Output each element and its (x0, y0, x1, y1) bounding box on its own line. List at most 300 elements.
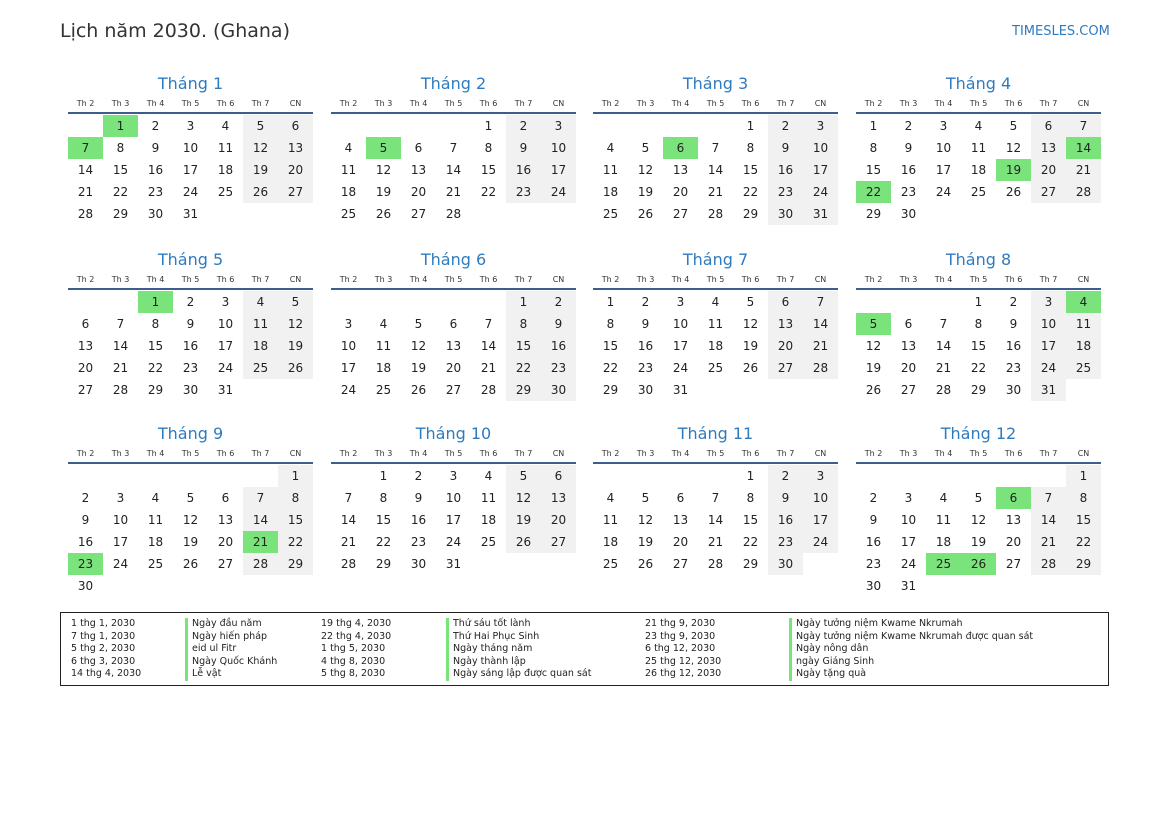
day-cell: 23 (768, 531, 803, 553)
weekday-label: CN (1077, 99, 1090, 108)
day-cell: 29 (375, 557, 392, 571)
day-cell: 19 (506, 509, 541, 531)
day-cell: 17 (900, 535, 917, 549)
day-cell: 24 (217, 361, 234, 375)
legend-item: 6 thg 3, 2030 (71, 655, 136, 667)
weekday-label: Th 3 (636, 275, 655, 284)
empty-cell (663, 115, 698, 137)
day-cell: 22 (1066, 531, 1101, 553)
empty-cell (436, 115, 471, 137)
day-cell: 10 (935, 141, 952, 155)
legend-item: eid ul Fitr (185, 643, 277, 656)
day-cell: 23 (410, 535, 427, 549)
day-cell: 16 (637, 339, 654, 353)
empty-cell (1031, 465, 1066, 487)
day-cell: 27 (672, 207, 689, 221)
day-cell: 6 (904, 317, 913, 331)
day-cell: 3 (803, 465, 838, 487)
weekday-label: CN (289, 275, 302, 284)
month-10 (331, 423, 576, 575)
holiday-day: 23 (68, 553, 103, 575)
day-cell: 2 (151, 119, 160, 133)
empty-cell (698, 465, 733, 487)
weekday-header (68, 96, 313, 111)
day-cell: 5 (243, 115, 278, 137)
header-rule (856, 112, 1101, 114)
day-cell: 6 (768, 291, 803, 313)
header-rule (68, 288, 313, 290)
day-cell: 30 (410, 557, 427, 571)
day-cell: 28 (243, 553, 278, 575)
empty-cell (208, 465, 243, 487)
month-name: Tháng 7 (682, 250, 749, 269)
weekday-label: Th 4 (934, 449, 953, 458)
weekday-label: Th 7 (776, 99, 795, 108)
day-cell: 15 (506, 335, 541, 357)
day-cell: 3 (344, 317, 353, 331)
legend-item: 5 thg 2, 2030 (71, 643, 136, 655)
day-cell: 11 (1066, 313, 1101, 335)
empty-cell (961, 465, 996, 487)
day-cell: 15 (375, 513, 392, 527)
holiday-day: 14 (1066, 137, 1101, 159)
day-cell: 22 (602, 361, 619, 375)
day-cell: 20 (217, 535, 234, 549)
legend-item: Ngày tưởng niệm Kwame Nkrumah được quan sát (789, 631, 1033, 644)
day-cell: 15 (147, 339, 164, 353)
day-cell: 24 (803, 531, 838, 553)
day-grid (856, 465, 1101, 597)
day-cell: 13 (541, 487, 576, 509)
day-cell: 7 (1031, 487, 1066, 509)
site-link[interactable]: TIMESLES.COM (1012, 24, 1110, 39)
weekday-label: Th 3 (899, 99, 918, 108)
day-cell: 24 (340, 383, 357, 397)
weekday-label: Th 4 (146, 449, 165, 458)
weekday-label: Th 6 (479, 99, 498, 108)
day-cell: 7 (803, 291, 838, 313)
weekday-label: Th 5 (969, 275, 988, 284)
empty-cell (996, 465, 1031, 487)
weekday-label: Th 3 (111, 449, 130, 458)
empty-cell (103, 291, 138, 313)
legend-names-col-3 (789, 618, 1033, 681)
day-cell: 9 (151, 141, 160, 155)
weekday-label: CN (552, 449, 565, 458)
day-cell: 5 (746, 295, 755, 309)
day-grid (593, 291, 838, 401)
weekday-label: Th 4 (671, 275, 690, 284)
day-cell: 16 (900, 163, 917, 177)
day-cell: 10 (182, 141, 199, 155)
day-cell: 27 (410, 207, 427, 221)
weekday-label: Th 6 (741, 449, 760, 458)
day-cell: 7 (711, 141, 720, 155)
day-cell: 17 (803, 159, 838, 181)
day-cell: 23 (147, 185, 164, 199)
month-7 (593, 249, 838, 401)
day-cell: 22 (480, 185, 497, 199)
legend-dates-col-2 (321, 618, 391, 681)
day-cell: 3 (803, 115, 838, 137)
day-cell: 16 (1005, 339, 1022, 353)
weekday-label: CN (552, 275, 565, 284)
empty-cell (68, 465, 103, 487)
day-cell: 29 (742, 557, 759, 571)
day-cell: 13 (900, 339, 917, 353)
day-cell: 12 (970, 513, 987, 527)
weekday-header (856, 446, 1101, 461)
weekday-label: Th 6 (216, 99, 235, 108)
day-cell: 12 (410, 339, 427, 353)
day-cell: 7 (116, 317, 125, 331)
empty-cell (856, 291, 891, 313)
day-cell: 1 (746, 119, 755, 133)
day-cell: 22 (742, 535, 759, 549)
weekday-label: CN (1077, 449, 1090, 458)
weekday-label: CN (552, 99, 565, 108)
day-cell: 12 (637, 513, 654, 527)
legend-item: 6 thg 12, 2030 (645, 643, 716, 655)
holiday-day: 22 (856, 181, 891, 203)
empty-cell (698, 115, 733, 137)
day-cell: 31 (445, 557, 462, 571)
day-cell: 14 (77, 163, 94, 177)
day-cell: 20 (445, 361, 462, 375)
day-cell: 18 (970, 163, 987, 177)
day-cell: 21 (445, 185, 462, 199)
holiday-day: 1 (138, 291, 173, 313)
day-cell: 11 (602, 163, 619, 177)
day-cell: 20 (672, 185, 689, 199)
holiday-day: 4 (1066, 291, 1101, 313)
weekday-label: Th 2 (601, 99, 620, 108)
weekday-label: CN (814, 99, 827, 108)
legend-dates-col-1 (71, 618, 141, 681)
day-cell: 17 (803, 509, 838, 531)
weekday-label: Th 6 (741, 99, 760, 108)
day-cell: 11 (935, 513, 952, 527)
day-cell: 12 (243, 137, 278, 159)
legend-item: 25 thg 12, 2030 (645, 655, 722, 667)
day-cell: 21 (803, 335, 838, 357)
day-cell: 19 (637, 185, 654, 199)
legend-item: Ngày thành lập (446, 656, 591, 669)
day-cell: 2 (1009, 295, 1018, 309)
day-cell: 20 (278, 159, 313, 181)
legend-names-col-2 (446, 618, 591, 681)
day-cell: 15 (112, 163, 129, 177)
day-cell: 3 (449, 469, 458, 483)
day-cell: 27 (768, 357, 803, 379)
day-cell: 21 (112, 361, 129, 375)
day-cell: 31 (182, 207, 199, 221)
day-cell: 30 (147, 207, 164, 221)
day-cell: 17 (935, 163, 952, 177)
day-cell: 9 (869, 513, 878, 527)
day-cell: 20 (541, 509, 576, 531)
legend-item: Thứ Hai Phục Sinh (446, 631, 591, 644)
day-cell: 2 (506, 115, 541, 137)
day-cell: 6 (278, 115, 313, 137)
empty-cell (436, 291, 471, 313)
day-cell: 8 (506, 313, 541, 335)
day-cell: 26 (506, 531, 541, 553)
day-cell: 5 (974, 491, 983, 505)
holiday-day: 19 (996, 159, 1031, 181)
day-cell: 2 (768, 465, 803, 487)
weekday-label: Th 5 (444, 99, 463, 108)
day-grid (68, 465, 313, 597)
day-grid (331, 465, 576, 575)
day-cell: 28 (707, 207, 724, 221)
day-cell: 21 (340, 535, 357, 549)
day-cell: 26 (243, 181, 278, 203)
weekday-label: Th 7 (251, 449, 270, 458)
day-cell: 20 (410, 185, 427, 199)
day-cell: 5 (506, 465, 541, 487)
day-cell: 11 (480, 491, 497, 505)
day-cell: 24 (900, 557, 917, 571)
holiday-day: 1 (103, 115, 138, 137)
weekday-label: Th 2 (864, 449, 883, 458)
day-cell: 4 (711, 295, 720, 309)
empty-cell (593, 115, 628, 137)
weekday-label: Th 6 (479, 449, 498, 458)
day-cell: 18 (243, 335, 278, 357)
day-cell: 13 (445, 339, 462, 353)
weekday-label: Th 3 (374, 449, 393, 458)
weekday-label: Th 5 (444, 275, 463, 284)
day-cell: 8 (606, 317, 615, 331)
day-cell: 18 (602, 535, 619, 549)
day-cell: 21 (707, 535, 724, 549)
day-cell: 11 (970, 141, 987, 155)
day-cell: 22 (506, 357, 541, 379)
day-cell: 23 (637, 361, 654, 375)
day-cell: 13 (217, 513, 234, 527)
weekday-label: Th 2 (339, 275, 358, 284)
day-cell: 6 (81, 317, 90, 331)
day-cell: 4 (379, 317, 388, 331)
legend-item: 7 thg 1, 2030 (71, 630, 136, 642)
weekday-label: Th 7 (1039, 99, 1058, 108)
weekday-label: Th 3 (111, 275, 130, 284)
month-11 (593, 423, 838, 575)
weekday-label: Th 5 (706, 449, 725, 458)
day-cell: 25 (602, 207, 619, 221)
day-cell: 23 (865, 557, 882, 571)
day-cell: 9 (186, 317, 195, 331)
day-cell: 24 (541, 181, 576, 203)
day-cell: 16 (541, 335, 576, 357)
month-name: Tháng 6 (420, 250, 487, 269)
day-cell: 3 (939, 119, 948, 133)
day-cell: 12 (865, 339, 882, 353)
weekday-label: CN (814, 449, 827, 458)
empty-cell (628, 115, 663, 137)
legend-item: ngày Giáng Sinh (789, 656, 1033, 669)
day-cell: 30 (1005, 383, 1022, 397)
day-cell: 18 (147, 535, 164, 549)
day-cell: 16 (768, 509, 803, 531)
day-cell: 9 (904, 141, 913, 155)
day-cell: 24 (1031, 357, 1066, 379)
weekday-label: Th 4 (934, 99, 953, 108)
legend-item: Ngày sáng lập được quan sát (446, 668, 591, 681)
day-grid (331, 115, 576, 225)
weekday-header (856, 96, 1101, 111)
day-cell: 3 (1031, 291, 1066, 313)
day-cell: 6 (676, 491, 685, 505)
month-name: Tháng 1 (157, 74, 224, 93)
weekday-label: Th 3 (374, 275, 393, 284)
day-cell: 24 (672, 361, 689, 375)
legend-item: 26 thg 12, 2030 (645, 668, 722, 680)
month-name: Tháng 12 (940, 424, 1017, 443)
day-cell: 26 (278, 357, 313, 379)
day-cell: 23 (506, 181, 541, 203)
day-cell: 19 (742, 339, 759, 353)
day-cell: 30 (182, 383, 199, 397)
day-cell: 30 (768, 553, 803, 575)
day-cell: 8 (278, 487, 313, 509)
header-rule (856, 288, 1101, 290)
day-cell: 6 (449, 317, 458, 331)
holiday-day: 6 (663, 137, 698, 159)
day-cell: 25 (375, 383, 392, 397)
day-cell: 25 (970, 185, 987, 199)
weekday-label: Th 2 (601, 275, 620, 284)
weekday-label: Th 6 (479, 275, 498, 284)
header-rule (593, 288, 838, 290)
day-cell: 20 (1005, 535, 1022, 549)
day-cell: 16 (147, 163, 164, 177)
weekday-label: Th 7 (1039, 275, 1058, 284)
empty-cell (401, 115, 436, 137)
day-cell: 13 (1031, 137, 1066, 159)
day-cell: 6 (1031, 115, 1066, 137)
day-cell: 21 (1031, 531, 1066, 553)
day-cell: 23 (1005, 361, 1022, 375)
day-cell: 17 (182, 163, 199, 177)
day-cell: 8 (746, 491, 755, 505)
day-cell: 5 (186, 491, 195, 505)
month-name: Tháng 9 (157, 424, 224, 443)
day-cell: 17 (541, 159, 576, 181)
day-cell: 3 (676, 295, 685, 309)
weekday-label: Th 3 (374, 99, 393, 108)
empty-cell (628, 465, 663, 487)
day-cell: 5 (278, 291, 313, 313)
day-cell: 19 (637, 535, 654, 549)
day-cell: 28 (935, 383, 952, 397)
month-name: Tháng 5 (157, 250, 224, 269)
day-cell: 20 (768, 335, 803, 357)
day-cell: 3 (221, 295, 230, 309)
day-cell: 2 (186, 295, 195, 309)
day-cell: 1 (974, 295, 983, 309)
day-cell: 10 (541, 137, 576, 159)
day-cell: 11 (707, 317, 724, 331)
month-6 (331, 249, 576, 401)
weekday-header (331, 272, 576, 287)
day-cell: 4 (151, 491, 160, 505)
day-cell: 12 (1005, 141, 1022, 155)
day-cell: 1 (506, 291, 541, 313)
weekday-label: Th 2 (339, 449, 358, 458)
legend-item: 23 thg 9, 2030 (645, 630, 716, 642)
empty-cell (471, 291, 506, 313)
day-cell: 15 (742, 513, 759, 527)
day-cell: 27 (217, 557, 234, 571)
day-cell: 12 (278, 313, 313, 335)
day-cell: 31 (672, 383, 689, 397)
weekday-label: Th 4 (409, 449, 428, 458)
day-cell: 18 (340, 185, 357, 199)
day-cell: 31 (900, 579, 917, 593)
day-cell: 27 (445, 383, 462, 397)
day-cell: 30 (637, 383, 654, 397)
legend-item: Ngày Quốc Khánh (185, 656, 277, 669)
day-cell: 4 (243, 291, 278, 313)
day-cell: 3 (116, 491, 125, 505)
day-cell: 21 (480, 361, 497, 375)
header-rule (593, 462, 838, 464)
day-cell: 26 (637, 207, 654, 221)
day-cell: 25 (602, 557, 619, 571)
day-cell: 30 (865, 579, 882, 593)
day-cell: 10 (445, 491, 462, 505)
day-cell: 19 (375, 185, 392, 199)
day-cell: 1 (379, 469, 388, 483)
month-3 (593, 73, 838, 225)
day-cell: 5 (641, 491, 650, 505)
weekday-label: CN (1077, 275, 1090, 284)
month-name: Tháng 11 (677, 424, 754, 443)
day-cell: 4 (221, 119, 230, 133)
day-cell: 4 (974, 119, 983, 133)
day-cell: 10 (672, 317, 689, 331)
legend-names-col-1 (185, 618, 277, 681)
weekday-header (68, 446, 313, 461)
weekday-label: Th 7 (251, 275, 270, 284)
day-cell: 27 (278, 181, 313, 203)
legend-item: 1 thg 1, 2030 (71, 618, 136, 629)
day-cell: 28 (480, 383, 497, 397)
day-cell: 16 (182, 339, 199, 353)
weekday-label: Th 4 (409, 275, 428, 284)
legend-item: 5 thg 8, 2030 (321, 668, 386, 680)
day-cell: 11 (340, 163, 357, 177)
weekday-label: CN (814, 275, 827, 284)
day-cell: 22 (278, 531, 313, 553)
legend-item: 4 thg 8, 2030 (321, 655, 386, 667)
day-cell: 10 (1031, 313, 1066, 335)
day-cell: 2 (641, 295, 650, 309)
day-cell: 8 (869, 141, 878, 155)
day-cell: 16 (865, 535, 882, 549)
weekday-label: Th 3 (899, 275, 918, 284)
day-cell: 26 (742, 361, 759, 375)
day-cell: 2 (81, 491, 90, 505)
day-cell: 14 (707, 163, 724, 177)
weekday-label: Th 5 (444, 449, 463, 458)
day-cell: 24 (182, 185, 199, 199)
day-cell: 18 (602, 185, 619, 199)
weekday-header (593, 272, 838, 287)
day-cell: 29 (602, 383, 619, 397)
